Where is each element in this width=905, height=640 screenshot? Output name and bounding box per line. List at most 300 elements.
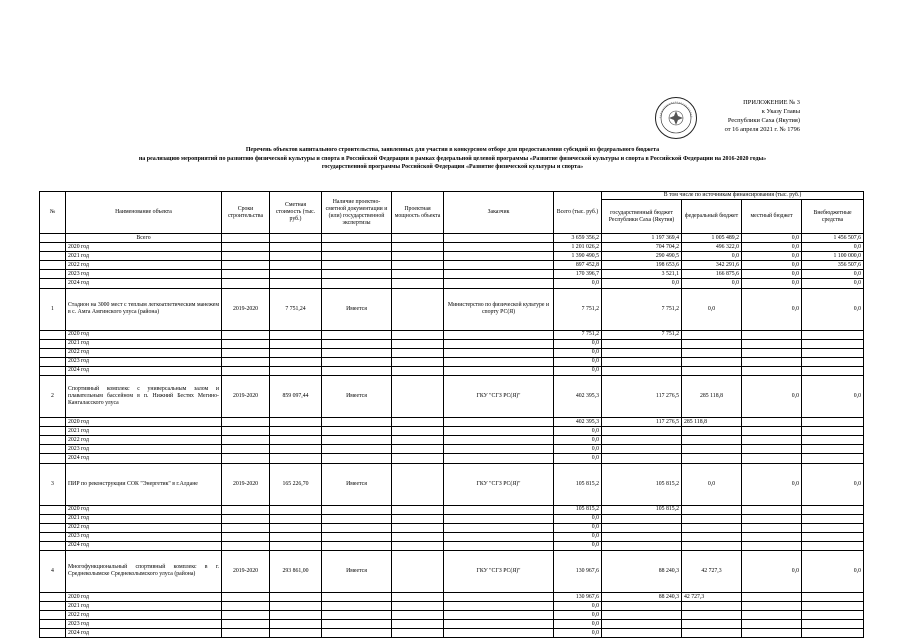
empty-cell (802, 514, 864, 523)
year-row (40, 366, 864, 375)
construction-terms: 2019-2020 (222, 550, 270, 592)
empty-cell (444, 243, 554, 252)
objects-table (39, 191, 864, 638)
empty-cell (444, 418, 554, 427)
year-row (40, 620, 864, 629)
empty-cell (742, 592, 802, 601)
empty-cell (392, 357, 444, 366)
extra-cell: 0,0 (802, 270, 864, 279)
summary-row (40, 252, 864, 261)
row-label: 2022 год (66, 261, 222, 270)
empty-cell (802, 592, 864, 601)
federal-cell: 0,0 (682, 279, 742, 288)
empty-cell (270, 620, 322, 629)
empty-cell (222, 541, 270, 550)
federal-cell (682, 505, 742, 514)
empty-cell (392, 270, 444, 279)
state-cell: 7 751,2 (602, 330, 682, 339)
empty-cell (392, 505, 444, 514)
state-cell (602, 366, 682, 375)
row-label: 2023 год (66, 620, 222, 629)
empty-cell (40, 602, 66, 611)
state-cell: 198 653,6 (602, 261, 682, 270)
appendix-line: к Указу Главы (761, 108, 800, 115)
header-local-budget: местный бюджет (742, 200, 802, 234)
empty-cell (802, 445, 864, 454)
state-cell (602, 357, 682, 366)
row-label: 2024 год (66, 366, 222, 375)
empty-cell (802, 436, 864, 445)
empty-cell (802, 629, 864, 638)
empty-cell (322, 514, 392, 523)
expertise-status: Имеется (322, 550, 392, 592)
federal-cell: 496 322,0 (682, 243, 742, 252)
empty-cell (802, 339, 864, 348)
empty-cell (222, 602, 270, 611)
total-cell: 0,0 (554, 532, 602, 541)
empty-cell (40, 514, 66, 523)
row-label: 2020 год (66, 330, 222, 339)
total-cell: 7 751,2 (554, 288, 602, 330)
total-cell: 0,0 (554, 541, 602, 550)
empty-cell (444, 234, 554, 243)
empty-cell (444, 339, 554, 348)
empty-cell (40, 252, 66, 261)
empty-cell (322, 620, 392, 629)
empty-cell (222, 261, 270, 270)
empty-cell (392, 427, 444, 436)
appendix-block (700, 98, 800, 134)
empty-cell (742, 436, 802, 445)
state-cell (602, 602, 682, 611)
empty-cell (270, 523, 322, 532)
extra-cell: 0,0 (802, 463, 864, 505)
year-row (40, 602, 864, 611)
empty-cell (392, 611, 444, 620)
empty-cell (40, 532, 66, 541)
state-cell: 1 197 369,4 (602, 234, 682, 243)
empty-cell (802, 532, 864, 541)
empty-cell (444, 629, 554, 638)
row-label: 2021 год (66, 339, 222, 348)
empty-cell (322, 348, 392, 357)
extra-cell: 0,0 (802, 288, 864, 330)
empty-cell (742, 330, 802, 339)
federal-cell: 1 005 489,2 (682, 234, 742, 243)
local-cell: 0,0 (742, 463, 802, 505)
object-number: 4 (40, 550, 66, 592)
empty-cell (392, 445, 444, 454)
empty-cell (802, 357, 864, 366)
empty-cell (742, 418, 802, 427)
total-cell: 0,0 (554, 629, 602, 638)
state-cell: 117 276,5 (602, 418, 682, 427)
empty-cell (444, 505, 554, 514)
state-cell (602, 454, 682, 463)
year-row (40, 523, 864, 532)
empty-cell (222, 330, 270, 339)
row-label: 2022 год (66, 523, 222, 532)
empty-cell (444, 611, 554, 620)
empty-cell (40, 348, 66, 357)
object-name: Многофункциональный спортивный комплекс в г. Среднеколымске Среднеколымского улуса (района) (66, 550, 222, 592)
extra-cell: 1 100 000,0 (802, 252, 864, 261)
empty-cell (802, 541, 864, 550)
state-cell (602, 514, 682, 523)
federal-cell (682, 357, 742, 366)
empty-cell (444, 270, 554, 279)
empty-cell (222, 611, 270, 620)
document-title (30, 146, 875, 172)
empty-cell (742, 523, 802, 532)
extra-cell: 0,0 (802, 279, 864, 288)
empty-cell (392, 252, 444, 261)
empty-cell (222, 339, 270, 348)
row-label: 2024 год (66, 541, 222, 550)
construction-terms: 2019-2020 (222, 288, 270, 330)
empty-cell (40, 418, 66, 427)
customer: ГКУ "СГЗ РС(Я)" (444, 550, 554, 592)
empty-cell (392, 348, 444, 357)
state-cell: 3 521,1 (602, 270, 682, 279)
row-label: Всего (66, 234, 222, 243)
state-cell: 105 815,2 (602, 463, 682, 505)
empty-cell (444, 602, 554, 611)
year-row (40, 454, 864, 463)
empty-cell (270, 357, 322, 366)
federal-cell (682, 611, 742, 620)
year-row (40, 418, 864, 427)
object-name: Спортивный комплекс с универсальным залом и плавательным бассейном в п. Нижний Бестях Мегино-Кангаласского улуса (66, 376, 222, 418)
estimated-cost: 165 226,70 (270, 463, 322, 505)
empty-cell (222, 505, 270, 514)
extra-cell: 1 456 507,6 (802, 234, 864, 243)
empty-cell (742, 339, 802, 348)
estimated-cost: 7 751,24 (270, 288, 322, 330)
year-row (40, 514, 864, 523)
year-row (40, 357, 864, 366)
empty-cell (392, 339, 444, 348)
total-cell: 0,0 (554, 523, 602, 532)
empty-cell (322, 592, 392, 601)
empty-cell (40, 541, 66, 550)
empty-cell (270, 436, 322, 445)
empty-cell (392, 532, 444, 541)
object-number: 2 (40, 376, 66, 418)
state-cell (602, 620, 682, 629)
empty-cell (222, 243, 270, 252)
header-customer: Заказчик (444, 192, 554, 234)
empty-cell (322, 602, 392, 611)
year-row (40, 339, 864, 348)
empty-cell (742, 514, 802, 523)
empty-cell (444, 348, 554, 357)
extra-cell: 0,0 (802, 550, 864, 592)
federal-cell: 0,0 (682, 463, 742, 505)
year-row (40, 330, 864, 339)
customer: ГКУ "СГЗ РС(Я)" (444, 463, 554, 505)
empty-cell (40, 279, 66, 288)
header-name: Наименование объекта (66, 192, 222, 234)
empty-cell (40, 330, 66, 339)
federal-cell (682, 620, 742, 629)
empty-cell (322, 261, 392, 270)
empty-cell (322, 523, 392, 532)
empty-cell (322, 436, 392, 445)
header-federal-budget: федеральный бюджет (682, 200, 742, 234)
total-cell: 0,0 (554, 620, 602, 629)
row-label: 2020 год (66, 505, 222, 514)
empty-cell (322, 445, 392, 454)
header-cost: Сметная стоимость (тыс. руб.) (270, 192, 322, 234)
empty-cell (40, 436, 66, 445)
empty-cell (222, 514, 270, 523)
design-capacity (392, 288, 444, 330)
empty-cell (802, 611, 864, 620)
federal-cell: 0,0 (682, 252, 742, 261)
state-cell (602, 629, 682, 638)
empty-cell (444, 445, 554, 454)
empty-cell (270, 505, 322, 514)
federal-cell (682, 366, 742, 375)
empty-cell (222, 252, 270, 261)
year-row (40, 427, 864, 436)
total-cell: 0,0 (554, 366, 602, 375)
header-extra-budget: Внебюджетные средства (802, 200, 864, 234)
empty-cell (222, 620, 270, 629)
empty-cell (270, 234, 322, 243)
object-row (40, 376, 864, 418)
header-capacity: Проектная мощность объекта (392, 192, 444, 234)
local-cell: 0,0 (742, 261, 802, 270)
empty-cell (392, 523, 444, 532)
total-cell: 0,0 (554, 427, 602, 436)
empty-cell (322, 629, 392, 638)
empty-cell (742, 357, 802, 366)
empty-cell (40, 270, 66, 279)
year-row (40, 532, 864, 541)
empty-cell (444, 252, 554, 261)
total-cell: 0,0 (554, 357, 602, 366)
empty-cell (802, 427, 864, 436)
federal-cell: 166 875,6 (682, 270, 742, 279)
total-cell: 0,0 (554, 611, 602, 620)
summary-row (40, 261, 864, 270)
design-capacity (392, 376, 444, 418)
empty-cell (742, 532, 802, 541)
empty-cell (742, 505, 802, 514)
empty-cell (444, 620, 554, 629)
empty-cell (270, 261, 322, 270)
empty-cell (222, 629, 270, 638)
empty-cell (444, 330, 554, 339)
state-cell: 88 240,3 (602, 550, 682, 592)
empty-cell (322, 330, 392, 339)
header-expertise: Наличие проектно-сметной документации и (или) государственной экспертизы (322, 192, 392, 234)
empty-cell (742, 629, 802, 638)
empty-cell (444, 279, 554, 288)
empty-cell (392, 454, 444, 463)
empty-cell (742, 611, 802, 620)
local-cell: 0,0 (742, 252, 802, 261)
estimated-cost: 293 861,00 (270, 550, 322, 592)
year-row (40, 445, 864, 454)
empty-cell (40, 357, 66, 366)
empty-cell (392, 629, 444, 638)
empty-cell (322, 366, 392, 375)
year-row (40, 348, 864, 357)
title-line: государственной программы Российской Федерации «Развитие физической культуры и спорта» (321, 164, 584, 170)
federal-cell (682, 330, 742, 339)
empty-cell (40, 611, 66, 620)
empty-cell (222, 523, 270, 532)
empty-cell (40, 445, 66, 454)
empty-cell (322, 427, 392, 436)
state-cell (602, 427, 682, 436)
expertise-status: Имеется (322, 376, 392, 418)
empty-cell (40, 366, 66, 375)
expertise-status: Имеется (322, 288, 392, 330)
summary-row (40, 243, 864, 252)
empty-cell (392, 279, 444, 288)
year-row (40, 505, 864, 514)
empty-cell (322, 532, 392, 541)
empty-cell (270, 366, 322, 375)
state-cell (602, 339, 682, 348)
empty-cell (322, 234, 392, 243)
empty-cell (444, 523, 554, 532)
construction-terms: 2019-2020 (222, 376, 270, 418)
state-cell: 7 751,2 (602, 288, 682, 330)
object-number: 1 (40, 288, 66, 330)
empty-cell (444, 261, 554, 270)
empty-cell (392, 436, 444, 445)
row-label: 2021 год (66, 602, 222, 611)
design-capacity (392, 463, 444, 505)
empty-cell (444, 592, 554, 601)
total-cell: 105 815,2 (554, 463, 602, 505)
empty-cell (322, 252, 392, 261)
empty-cell (222, 357, 270, 366)
appendix-line: ПРИЛОЖЕНИЕ № 3 (743, 99, 800, 106)
year-row (40, 611, 864, 620)
federal-cell (682, 541, 742, 550)
empty-cell (444, 436, 554, 445)
empty-cell (222, 234, 270, 243)
empty-cell (392, 592, 444, 601)
extra-cell: 356 507,6 (802, 261, 864, 270)
empty-cell (40, 454, 66, 463)
empty-cell (742, 366, 802, 375)
total-cell: 0,0 (554, 339, 602, 348)
federal-cell (682, 445, 742, 454)
year-row (40, 541, 864, 550)
construction-terms: 2019-2020 (222, 463, 270, 505)
empty-cell (802, 523, 864, 532)
row-label: 2023 год (66, 445, 222, 454)
empty-cell (322, 279, 392, 288)
empty-cell (392, 330, 444, 339)
empty-cell (392, 620, 444, 629)
federal-cell (682, 348, 742, 357)
local-cell: 0,0 (742, 288, 802, 330)
empty-cell (270, 418, 322, 427)
empty-cell (270, 532, 322, 541)
total-cell: 130 967,6 (554, 592, 602, 601)
federal-cell: 285 118,8 (682, 418, 742, 427)
row-label: 2023 год (66, 270, 222, 279)
year-row (40, 436, 864, 445)
empty-cell (322, 418, 392, 427)
empty-cell (40, 339, 66, 348)
total-cell: 0,0 (554, 445, 602, 454)
header-terms: Сроки строительства (222, 192, 270, 234)
empty-cell (322, 505, 392, 514)
federal-cell (682, 339, 742, 348)
empty-cell (270, 348, 322, 357)
state-cell (602, 541, 682, 550)
empty-cell (392, 541, 444, 550)
row-label: 2020 год (66, 418, 222, 427)
empty-cell (392, 366, 444, 375)
federal-cell: 0,0 (682, 288, 742, 330)
total-cell: 130 967,6 (554, 550, 602, 592)
federal-cell (682, 427, 742, 436)
federal-cell (682, 602, 742, 611)
local-cell: 0,0 (742, 270, 802, 279)
empty-cell (742, 427, 802, 436)
local-cell: 0,0 (742, 279, 802, 288)
row-label: 2021 год (66, 427, 222, 436)
row-label: 2022 год (66, 611, 222, 620)
empty-cell (270, 445, 322, 454)
empty-cell (222, 270, 270, 279)
empty-cell (444, 427, 554, 436)
federal-cell: 342 291,6 (682, 261, 742, 270)
object-row (40, 463, 864, 505)
local-cell: 0,0 (742, 376, 802, 418)
federal-cell (682, 514, 742, 523)
summary-row (40, 270, 864, 279)
empty-cell (40, 592, 66, 601)
row-label: 2022 год (66, 348, 222, 357)
state-cell (602, 532, 682, 541)
federal-cell (682, 523, 742, 532)
row-label: 2024 год (66, 454, 222, 463)
customer: Министерство по физической культуре и спорту РС(Я) (444, 288, 554, 330)
total-cell: 0,0 (554, 514, 602, 523)
state-cell: 290 490,5 (602, 252, 682, 261)
total-cell: 7 751,2 (554, 330, 602, 339)
empty-cell (322, 339, 392, 348)
empty-cell (40, 261, 66, 270)
empty-cell (742, 454, 802, 463)
empty-cell (270, 427, 322, 436)
federal-cell: 285 118,8 (682, 376, 742, 418)
row-label: 2023 год (66, 532, 222, 541)
state-cell (602, 445, 682, 454)
empty-cell (270, 541, 322, 550)
empty-cell (322, 357, 392, 366)
total-cell: 897 452,8 (554, 261, 602, 270)
empty-cell (802, 366, 864, 375)
empty-cell (322, 454, 392, 463)
total-cell: 0,0 (554, 602, 602, 611)
empty-cell (40, 234, 66, 243)
empty-cell (270, 592, 322, 601)
state-cell: 88 240,3 (602, 592, 682, 601)
empty-cell (392, 418, 444, 427)
